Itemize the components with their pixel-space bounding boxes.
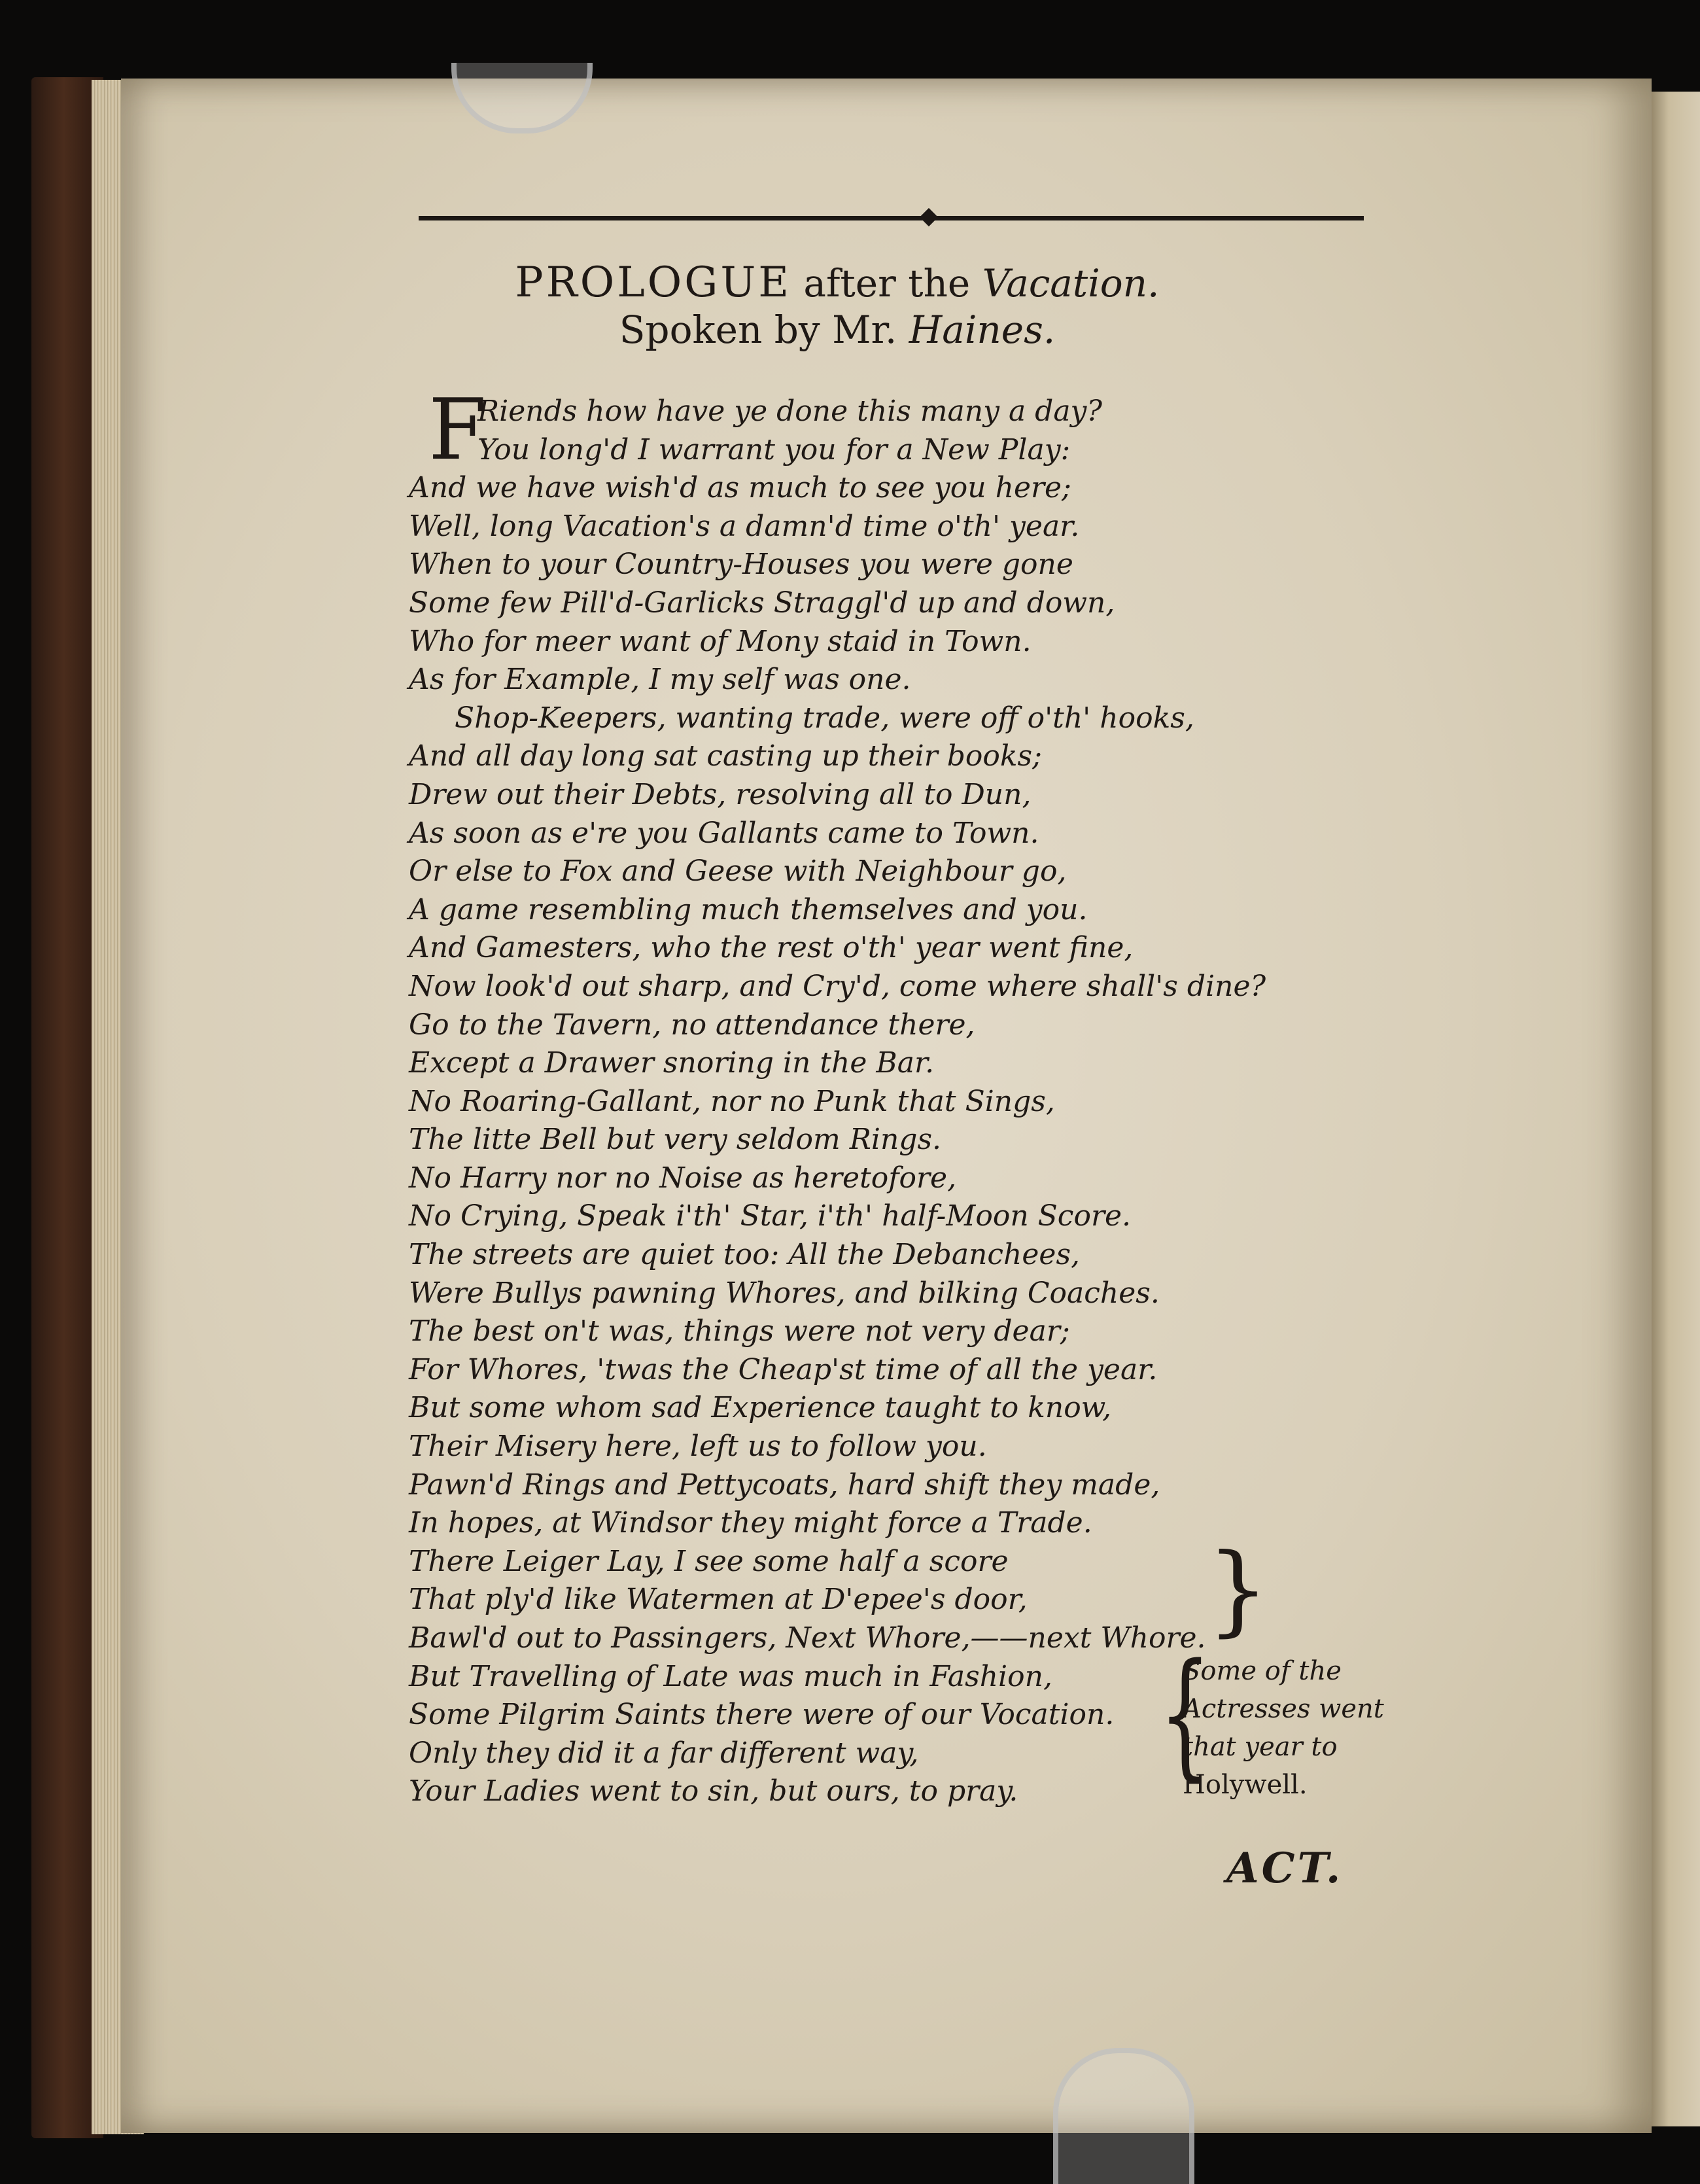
verse-line: The best on't was, things were not very dear;	[409, 1314, 1070, 1348]
verse-line: Now look'd out sharp, and Cry'd, come where shall's dine?	[409, 969, 1266, 1003]
page-title	[392, 258, 1282, 307]
margin-note-line: Some of the	[1183, 1656, 1342, 1686]
verse-line: Drew out their Debts, resolving all to Dun,	[409, 777, 1032, 811]
verse-line: Well, long Vacation's a damn'd time o'th' year.	[409, 509, 1080, 543]
verse-line: Their Misery here, left us to follow you.	[409, 1430, 987, 1464]
verse-line: Riends how have ye done this many a day?	[477, 395, 1103, 428]
verse-line: No Roaring-Gallant, nor no Punk that Sings,	[409, 1084, 1055, 1118]
verse-line: Who for meer want of Mony staid in Town.	[409, 624, 1032, 658]
verse-line: Some few Pill'd-Garlicks Straggl'd up and down,	[409, 586, 1115, 620]
page-subtitle	[392, 308, 1282, 352]
verse-line: You long'd I warrant you for a New Play:	[477, 432, 1071, 467]
verse-line: And we have wish'd as much to see you here;	[409, 471, 1071, 505]
verse-line: A game resembling much themselves and you.	[409, 892, 1088, 926]
margin-note-line: that year to	[1183, 1732, 1338, 1762]
title-vacation: Vacation.	[982, 261, 1160, 306]
verse-line: And all day long sat casting up their books;	[409, 739, 1042, 773]
verse-line: When to your Country-Houses you were gone	[409, 548, 1073, 582]
verse-line: Only they did it a far different way,	[409, 1736, 919, 1770]
verse-line: That ply'd like Watermen at D'epee's door,	[409, 1583, 1028, 1617]
verse-line: And Gamesters, who the rest o'th' year went fine,	[409, 931, 1134, 965]
margin-note-line: Holywell.	[1183, 1770, 1308, 1800]
brace-left: {	[1158, 1634, 1211, 1794]
verse-line: Except a Drawer snoring in the Bar.	[409, 1046, 935, 1080]
margin-note	[1183, 1652, 1398, 1804]
title-after: after the	[791, 261, 982, 306]
title-prologue: PROLOGUE	[515, 258, 791, 307]
facing-page-edge	[1648, 92, 1700, 2126]
verse-line: Go to the Tavern, no attendance there,	[409, 1008, 975, 1042]
verse-line: The litte Bell but very seldom Rings.	[409, 1123, 942, 1157]
drop-capital: F	[428, 381, 487, 479]
verse-line: For Whores, 'twas the Cheap'st time of all the year.	[409, 1352, 1158, 1386]
margin-note-line: Actresses went	[1183, 1694, 1384, 1724]
subtitle-spoken: Spoken by Mr.	[619, 308, 909, 352]
verse-line: But Travelling of Late was much in Fashion,	[409, 1659, 1052, 1693]
verse-line: No Crying, Speak i'th' Star, i'th' half-Moon Score.	[409, 1199, 1131, 1233]
verse-line: But some whom sad Experience taught to know,	[409, 1391, 1112, 1425]
verse-line: In hopes, at Windsor they might force a Trade.	[409, 1506, 1092, 1540]
brace-right: }	[1207, 1533, 1270, 1647]
verse-line: Bawl'd out to Passingers, Next Whore,——next Whore.	[409, 1621, 1206, 1655]
verse-line: Your Ladies went to sin, but ours, to pray.	[409, 1774, 1018, 1808]
verse-line: Shop-Keepers, wanting trade, were off o'th' hooks,	[455, 701, 1194, 735]
verse-line: There Leiger Lay, I see some half a score	[409, 1544, 1009, 1578]
header-rule	[419, 216, 1364, 220]
verse-line: Or else to Fox and Geese with Neighbour go,	[409, 854, 1067, 889]
verse-line: Pawn'd Rings and Pettycoats, hard shift they made,	[409, 1468, 1160, 1502]
subtitle-speaker: Haines.	[909, 308, 1056, 352]
verse-line: Were Bullys pawning Whores, and bilking Coaches.	[409, 1276, 1160, 1310]
verse-line: Some Pilgrim Saints there were of our Vocation.	[409, 1698, 1115, 1732]
catchword: ACT.	[1226, 1844, 1344, 1893]
verse-line: As soon as e're you Gallants came to Town.	[409, 816, 1039, 850]
page-clip-bottom	[1053, 2048, 1194, 2184]
verse-line: As for Example, I my self was one.	[409, 663, 911, 697]
verse-line: No Harry nor no Noise as heretofore,	[409, 1161, 957, 1195]
verse-line: The streets are quiet too: All the Debanchees,	[409, 1238, 1081, 1272]
